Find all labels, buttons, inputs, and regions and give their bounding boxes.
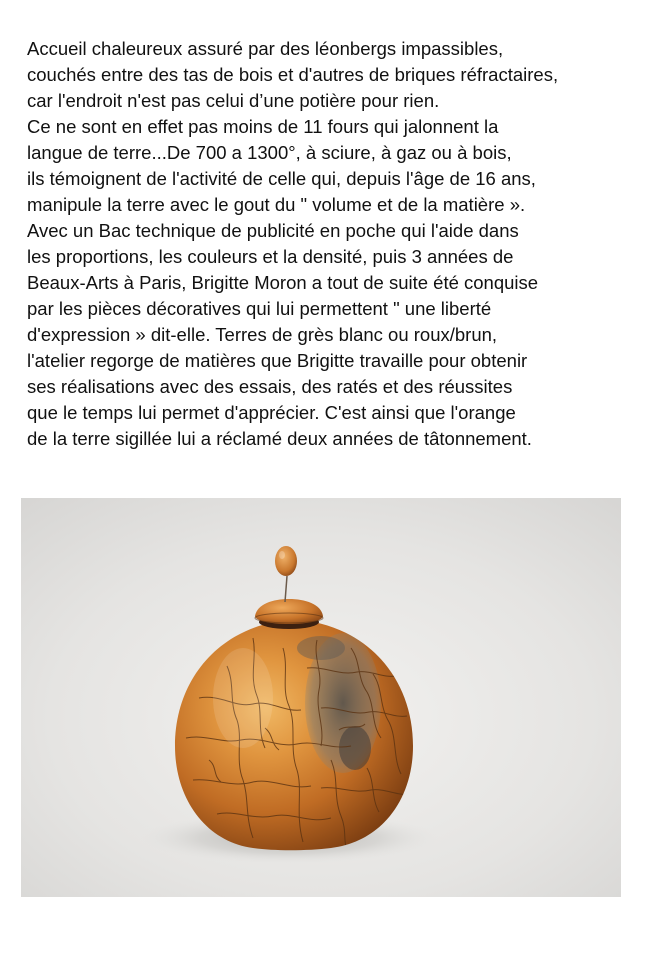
pottery-photo [21,498,621,897]
text-line: manipule la terre avec le gout du " volume et de la matière ». [27,194,526,215]
text-line: de la terre sigillée lui a réclamé deux années de tâtonnement. [27,428,532,449]
text-line: Accueil chaleureux assuré par des léonbergs impassibles, [27,38,504,59]
text-line: ils témoignent de l'activité de celle qui, depuis l'âge de 16 ans, [27,168,536,189]
text-line: par les pièces décoratives qui lui permettent " une liberté [27,298,492,319]
text-line: langue de terre...De 700 a 1300°, à sciure, à gaz ou à bois, [27,142,512,163]
text-line: car l'endroit n'est pas celui d’une potière pour rien. [27,90,440,111]
article-text [27,36,637,452]
ceramic-vessel-illustration [21,498,621,897]
text-line: ses réalisations avec des essais, des ratés et des réussites [27,376,513,397]
text-line: couchés entre des tas de bois et d'autres de briques réfractaires, [27,64,559,85]
text-line: d'expression » dit-elle. Terres de grès blanc ou roux/brun, [27,324,498,345]
text-line: les proportions, les couleurs et la densité, puis 3 années de [27,246,514,267]
text-line: Ce ne sont en effet pas moins de 11 fours qui jalonnent la [27,116,499,137]
text-line: que le temps lui permet d'apprécier. C'est ainsi que l'orange [27,402,516,423]
text-line: Avec un Bac technique de publicité en poche qui l'aide dans [27,220,519,241]
text-line: Beaux-Arts à Paris, Brigitte Moron a tout de suite été conquise [27,272,539,293]
text-line: l'atelier regorge de matières que Brigitte travaille pour obtenir [27,350,528,371]
